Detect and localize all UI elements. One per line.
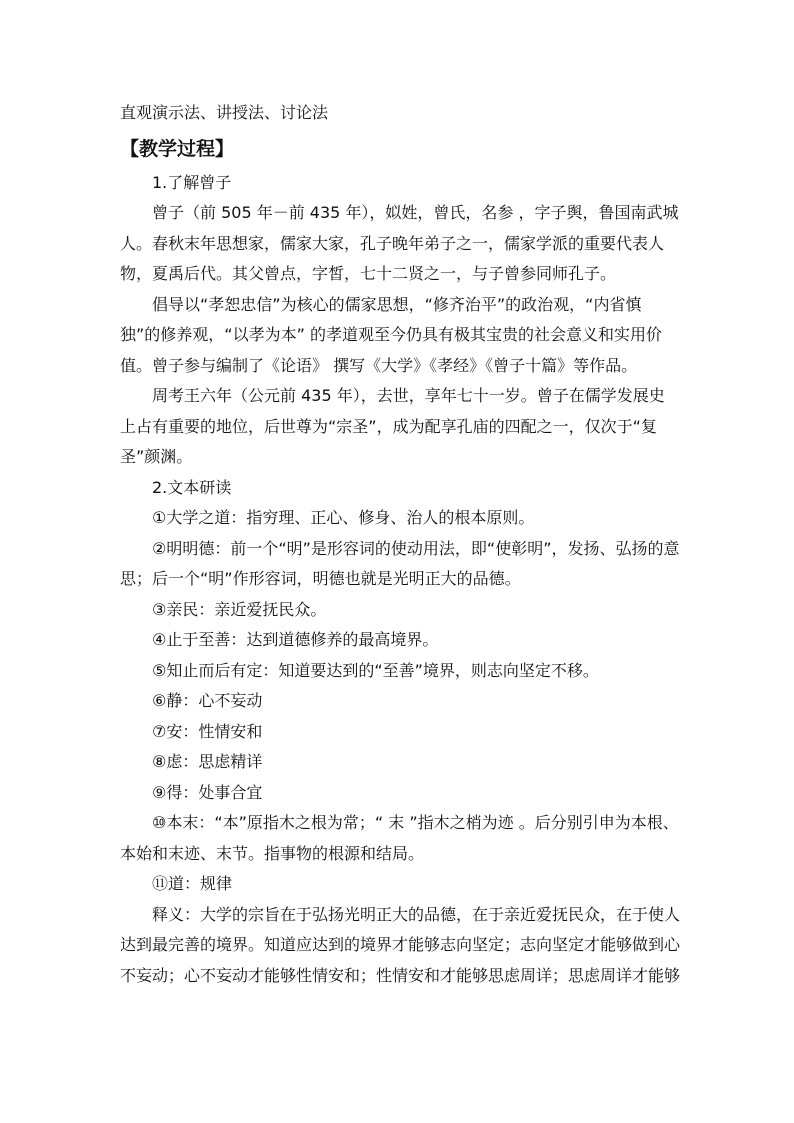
paragraph: 曾子（前 505 年－前 435 年），姒姓，曾氏，名参 ，字子舆，鲁国南武城人。春秋末年思想家，儒家大家，孔子晚年弟子之一，儒家学派的重要代表人物，夏禹后代。其父曾点，字皙，七十二贤之一，与子曾参同师孔子。 — [120, 203, 679, 283]
paragraph: 倡导以“孝恕忠信”为核心的儒家思想，“修齐治平”的政治观，“内省慎独”的修养观，“以孝为本” 的孝道观至今仍具有极其宝贵的社会意义和实用价值。曾子参与编制了《论语》 撰写《大学》《孝经》《曾子十篇》等作品。 — [120, 294, 662, 375]
part2-title: 2.文本研读 — [152, 477, 232, 497]
list-item: ⑧虑：思虑精详 — [152, 752, 263, 771]
teaching-methods: 直观演示法、讲授法、讨论法 — [120, 103, 329, 122]
list-item: ⑩本末：“本”原指木之根为常；“ 末 ”指木之梢为迹 。后分别引申为本根、本始和末迹、末节。指事物的根源和结局。 — [120, 813, 679, 863]
paragraph: 周考王六年（公元前 435 年），去世，享年七十一岁。曾子在儒学发展史上占有重要的地位，后世尊为“宗圣”，成为配享孔庙的四配之一，仅次于“复圣”颜渊。 — [120, 386, 665, 466]
list-item: ⑪道：规律 — [152, 874, 233, 893]
section-title: 【教学过程】 — [120, 137, 235, 160]
list-item: ⑦安：性情安和 — [152, 721, 263, 741]
explanation-paragraph: 释义：大学的宗旨在于弘扬光明正大的品德，在于亲近爱抚民众，在于使人达到最完善的境界。知道应达到的境界才能够志向坚定；志向坚定才能够做到心不妄动；心不妄动才能够性情安和；性情安和才能够思虑周详；思虑周详才能够 — [120, 904, 681, 985]
list-item: ③亲民：亲近爱抚民众。 — [152, 599, 327, 619]
list-item: ⑨得：处事合宜 — [152, 782, 263, 802]
list-item: ②明明德：前一个“明”是形容词的使动用法，即“使彰明”，发扬、弘扬的意思；后一个“明”作形容词，明德也就是光明正大的品德。 — [120, 538, 680, 588]
list-item: ①大学之道：指穷理、正心、修身、治人的根本原则。 — [152, 508, 535, 527]
part1-title: 1.了解曾子 — [152, 172, 232, 192]
list-item: ⑥静：心不妄动 — [152, 691, 263, 710]
list-item: ④止于至善：达到道德修养的最高境界。 — [152, 630, 439, 649]
document-content — [120, 98, 680, 991]
list-item: ⑤知止而后有定：知道要达到的“至善”境界，则志向坚定不移。 — [152, 660, 599, 680]
